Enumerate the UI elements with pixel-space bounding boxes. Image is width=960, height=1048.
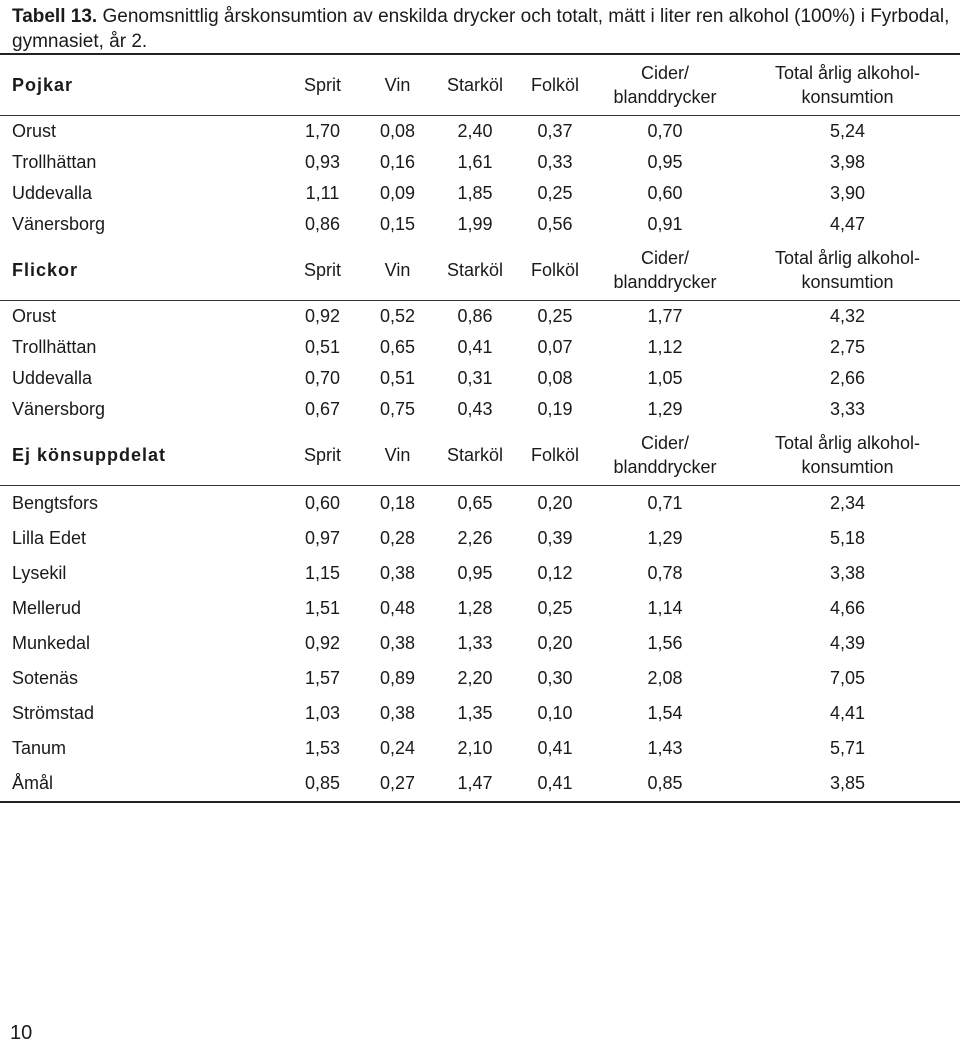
table-cell: 1,29 <box>647 399 683 419</box>
table-body <box>0 54 960 802</box>
column-header-starkol: Starköl <box>435 425 515 486</box>
row-label: Lysekil <box>12 563 67 583</box>
table-cell: 0,86 <box>457 306 493 326</box>
table-cell: 7,05 <box>829 668 866 688</box>
table-cell: 0,60 <box>647 183 683 203</box>
column-header-cider <box>595 425 735 486</box>
consumption-table <box>0 53 960 803</box>
column-header-folkol: Folköl <box>515 240 595 301</box>
table-cell: 0,08 <box>537 368 573 388</box>
table-cell: 0,37 <box>537 121 573 141</box>
table-cell: 0,60 <box>304 493 341 513</box>
table-cell: 1,28 <box>457 598 493 618</box>
table-cell: 3,33 <box>829 399 866 419</box>
table-cell: 0,95 <box>647 152 683 172</box>
table-row <box>0 591 960 626</box>
table-cell: 0,38 <box>379 703 416 723</box>
table-cell: 5,71 <box>829 738 866 758</box>
table-cell: 4,47 <box>829 214 866 234</box>
table-cell: 0,48 <box>379 598 416 618</box>
table-cell: 0,70 <box>647 121 683 141</box>
table-cell: 0,20 <box>537 493 573 513</box>
table-cell: 1,47 <box>435 766 515 802</box>
table-cell: 1,61 <box>457 152 493 172</box>
table-cell: 0,10 <box>537 703 573 723</box>
column-header-vin: Vin <box>360 240 435 301</box>
table-cell: 3,85 <box>735 766 960 802</box>
row-label: Tanum <box>12 738 67 758</box>
table-cell: 0,28 <box>379 528 416 548</box>
section-header-row <box>0 54 960 116</box>
table-row <box>0 178 960 209</box>
column-header-starkol: Starköl <box>435 240 515 301</box>
table-cell: 0,92 <box>304 633 341 653</box>
table-cell: 4,39 <box>829 633 866 653</box>
table-row <box>0 731 960 766</box>
table-cell: 4,32 <box>829 306 866 326</box>
table-cell: 1,05 <box>647 368 683 388</box>
table-row <box>0 147 960 178</box>
table-cell: 1,56 <box>647 633 683 653</box>
table-cell: 0,85 <box>285 766 360 802</box>
row-label: Uddevalla <box>12 183 93 203</box>
table-cell: 0,38 <box>379 633 416 653</box>
table-cell: 0,85 <box>595 766 735 802</box>
table-cell: 0,51 <box>379 368 416 388</box>
table-row <box>0 766 960 802</box>
table-cell: 1,03 <box>304 703 341 723</box>
column-header-total-line1: Total årlig alkohol- <box>774 63 921 83</box>
table-row <box>0 696 960 731</box>
table-cell: 0,51 <box>304 337 341 357</box>
row-label: Sotenäs <box>12 668 79 688</box>
row-label: Trollhättan <box>12 152 97 172</box>
table-cell: 1,14 <box>647 598 683 618</box>
column-header-cider-line2: blanddrycker <box>613 272 717 292</box>
table-row <box>0 661 960 696</box>
table-cell: 0,56 <box>537 214 573 234</box>
table-cell: 0,91 <box>647 214 683 234</box>
table-cell: 0,27 <box>360 766 435 802</box>
column-header-cider-line1: Cider/ <box>640 63 689 83</box>
column-header-starkol: Starköl <box>435 54 515 116</box>
row-label: Orust <box>12 306 57 326</box>
table-cell: 0,15 <box>379 214 416 234</box>
table-cell: 2,75 <box>829 337 866 357</box>
section-header-row <box>0 240 960 301</box>
table-caption <box>12 4 952 54</box>
table-row <box>0 301 960 333</box>
table-cell: 5,24 <box>829 121 866 141</box>
table-cell: 0,19 <box>537 399 573 419</box>
table-cell: 1,85 <box>457 183 493 203</box>
row-label: Bengtsfors <box>12 493 99 513</box>
table-cell: 0,65 <box>379 337 416 357</box>
table-cell: 0,07 <box>537 337 573 357</box>
table-cell: 1,33 <box>457 633 493 653</box>
row-label: Strömstad <box>12 703 95 723</box>
table-row <box>0 626 960 661</box>
table-cell: 1,15 <box>304 563 341 583</box>
table-cell: 1,51 <box>304 598 341 618</box>
row-label: Åmål <box>0 766 285 802</box>
table-row <box>0 209 960 240</box>
column-header-cider-line1: Cider/ <box>640 433 689 453</box>
column-header-total-line1: Total årlig alkohol- <box>774 433 921 453</box>
row-label: Lilla Edet <box>12 528 87 548</box>
column-header-total-line2: konsumtion <box>801 457 894 477</box>
table-row <box>0 521 960 556</box>
page-number: 10 <box>10 1022 33 1044</box>
column-header-total <box>735 54 960 116</box>
table-cell: 0,41 <box>537 738 573 758</box>
section-title: Ej könsuppdelat <box>0 425 285 486</box>
section-title: Pojkar <box>0 54 285 116</box>
table-cell: 0,09 <box>379 183 416 203</box>
column-header-cider-line2: blanddrycker <box>613 457 717 477</box>
caption-label: Tabell 13. <box>12 6 98 27</box>
table-cell: 0,67 <box>304 399 341 419</box>
table-cell: 0,20 <box>537 633 573 653</box>
row-label: Uddevalla <box>12 368 93 388</box>
table-cell: 0,33 <box>537 152 573 172</box>
column-header-vin: Vin <box>360 425 435 486</box>
table-cell: 0,86 <box>304 214 341 234</box>
table-cell: 1,43 <box>647 738 683 758</box>
table-cell: 0,25 <box>537 598 573 618</box>
table-row <box>0 394 960 425</box>
table-cell: 1,70 <box>304 121 341 141</box>
table-cell: 3,98 <box>829 152 866 172</box>
table-cell: 0,18 <box>379 493 416 513</box>
column-header-sprit: Sprit <box>285 425 360 486</box>
table-cell: 0,38 <box>379 563 416 583</box>
table-cell: 1,29 <box>647 528 683 548</box>
table-cell: 1,12 <box>647 337 683 357</box>
table-cell: 5,18 <box>829 528 866 548</box>
table-cell: 3,90 <box>829 183 866 203</box>
table-cell: 0,39 <box>537 528 573 548</box>
table-cell: 0,41 <box>515 766 595 802</box>
column-header-sprit: Sprit <box>285 54 360 116</box>
table-cell: 2,34 <box>829 493 866 513</box>
table-row <box>0 556 960 591</box>
row-label: Vänersborg <box>12 399 106 419</box>
table-cell: 4,66 <box>829 598 866 618</box>
table-cell: 2,26 <box>457 528 493 548</box>
column-header-folkol: Folköl <box>515 54 595 116</box>
row-label: Trollhättan <box>12 337 97 357</box>
column-header-total <box>735 240 960 301</box>
table-cell: 0,78 <box>647 563 683 583</box>
row-label: Mellerud <box>12 598 82 618</box>
table-cell: 0,75 <box>379 399 416 419</box>
column-header-total <box>735 425 960 486</box>
table-cell: 0,41 <box>457 337 493 357</box>
table-row <box>0 116 960 148</box>
table-cell: 1,54 <box>647 703 683 723</box>
table-cell: 1,99 <box>457 214 493 234</box>
table-cell: 0,25 <box>537 306 573 326</box>
table-cell: 1,77 <box>647 306 683 326</box>
table-cell: 0,93 <box>304 152 341 172</box>
section-title: Flickor <box>0 240 285 301</box>
table-cell: 4,41 <box>829 703 866 723</box>
column-header-folkol: Folköl <box>515 425 595 486</box>
table-cell: 2,10 <box>457 738 493 758</box>
section-header-row <box>0 425 960 486</box>
table-cell: 1,35 <box>457 703 493 723</box>
table-cell: 0,65 <box>457 493 493 513</box>
table-cell: 2,08 <box>647 668 683 688</box>
table-cell: 0,25 <box>537 183 573 203</box>
table-cell: 0,43 <box>457 399 493 419</box>
table-cell: 0,30 <box>537 668 573 688</box>
table-cell: 0,08 <box>379 121 416 141</box>
table-cell: 1,57 <box>304 668 341 688</box>
column-header-cider <box>595 240 735 301</box>
table-cell: 3,38 <box>829 563 866 583</box>
table-cell: 0,24 <box>379 738 416 758</box>
table-cell: 0,16 <box>379 152 416 172</box>
table-cell: 0,70 <box>304 368 341 388</box>
table-cell: 2,20 <box>457 668 493 688</box>
column-header-cider-line2: blanddrycker <box>613 87 717 107</box>
table-cell: 2,40 <box>457 121 493 141</box>
table-cell: 1,53 <box>304 738 341 758</box>
table-row <box>0 332 960 363</box>
row-label: Vänersborg <box>12 214 106 234</box>
table-cell: 0,52 <box>379 306 416 326</box>
caption-text: Genomsnittlig årskonsumtion av enskilda drycker och totalt, mätt i liter ren alkohol (100%) i Fyrbodal, gymnasiet, år 2. <box>12 6 950 52</box>
table-cell: 1,11 <box>305 183 340 203</box>
column-header-sprit: Sprit <box>285 240 360 301</box>
table-cell: 0,92 <box>304 306 341 326</box>
row-label: Orust <box>12 121 57 141</box>
table-row <box>0 363 960 394</box>
table-row <box>0 486 960 522</box>
table-cell: 0,97 <box>304 528 341 548</box>
table-cell: 0,95 <box>457 563 493 583</box>
column-header-cider-line1: Cider/ <box>640 248 689 268</box>
row-label: Munkedal <box>12 633 91 653</box>
column-header-total-line2: konsumtion <box>801 272 894 292</box>
column-header-cider <box>595 54 735 116</box>
table-cell: 2,66 <box>829 368 866 388</box>
column-header-total-line2: konsumtion <box>801 87 894 107</box>
table-cell: 0,12 <box>537 563 573 583</box>
table-cell: 0,71 <box>647 493 683 513</box>
column-header-vin: Vin <box>360 54 435 116</box>
table-cell: 0,31 <box>457 368 493 388</box>
table-cell: 0,89 <box>379 668 416 688</box>
column-header-total-line1: Total årlig alkohol- <box>774 248 921 268</box>
